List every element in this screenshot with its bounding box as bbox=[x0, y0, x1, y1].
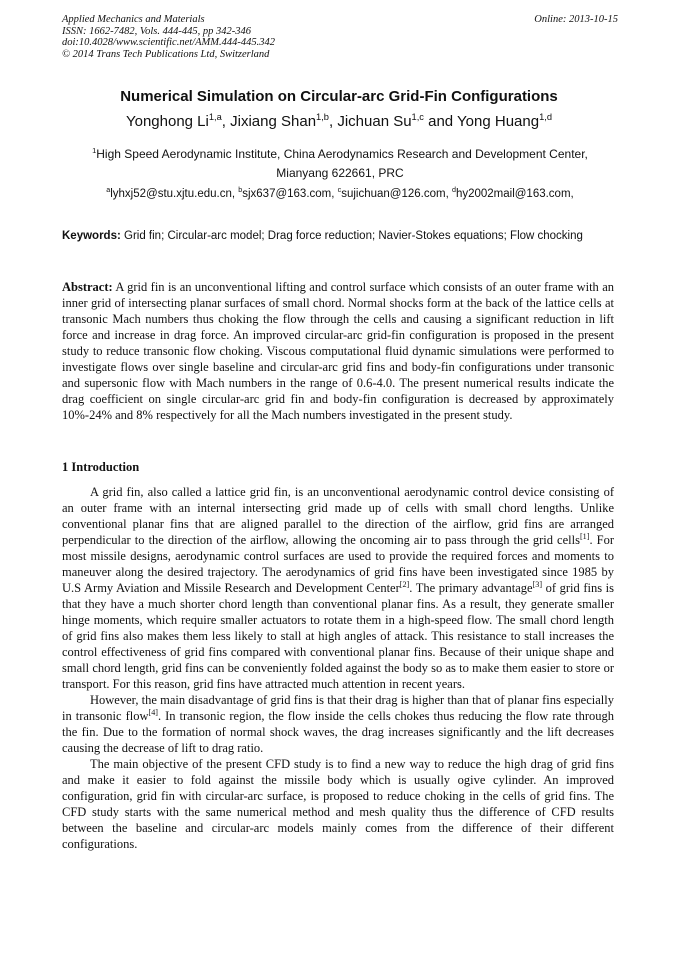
email-address: sjx637@163.com, bbox=[242, 188, 338, 200]
paragraph-text: However, the main disadvantage of grid fins is that their drag is higher than that of planar fins especially in transonic flow bbox=[62, 693, 614, 723]
paragraph bbox=[62, 756, 614, 852]
author-sup: 1,a bbox=[208, 112, 222, 122]
author-name: Jichuan Su bbox=[337, 113, 412, 130]
paragraph-text: . The primary advantage bbox=[409, 581, 533, 595]
email-list bbox=[62, 188, 618, 200]
paragraph-text: A grid fin, also called a lattice grid fin, is an unconventional aerodynamic control device consisting of an outer frame with an internal intersecting grid made up of cells with small chord lengths. Unlike conventional planar fins that are aligned parallel to the direction of the airflow, grid fins are arranged perpendicular to the direction of the airflow, allowing the oncoming air to pass through the grid cells bbox=[62, 485, 614, 547]
email-sup: c bbox=[337, 186, 342, 195]
email-sup: a bbox=[106, 186, 111, 195]
affiliation bbox=[62, 145, 618, 183]
email-address: hy2002mail@163.com, bbox=[455, 188, 574, 200]
body-text bbox=[62, 484, 614, 852]
abstract bbox=[62, 279, 614, 423]
author-sup: 1,b bbox=[316, 112, 329, 122]
email-sup: b bbox=[238, 186, 243, 195]
email-sup: d bbox=[451, 186, 456, 195]
citation-ref: [1] bbox=[579, 531, 590, 541]
paragraph bbox=[62, 484, 614, 692]
author-sup: 1,d bbox=[539, 112, 553, 122]
paragraph-text: . For most missile designs, aerodynamic control surfaces are used to provide the required forces and moments to maneuver along the desired trajectory. The aerodynamics of grid fins have been investigated since 1985 by U.S Army Aviation and Missile Research and Development Center bbox=[62, 533, 614, 595]
keywords-label: Keywords: bbox=[62, 230, 121, 242]
abstract-text: A grid fin is an unconventional lifting and control surface which consists of an outer frame with an inner grid of intersecting planar surfaces of small chord. Normal shocks form at the back of the lattice cells at transonic Mach numbers thus choking the flow through the cells and causing a significant reduction in lift force and increase in drag force. An improved circular-arc grid-fin configuration is proposed in the present study to reduce transonic flow choking. Viscous computational fluid dynamic simulations were performed to investigate flows over single baseline and circular-arc grid fins and body-fin configurations under transonic and supersonic flow with Mach numbers in the range of 0.6-4.0. The present numerical results indicate the drag coefficient on single circular-arc grid fin and body-fin configuration is decreased by approximately 10%-24% and 8% respectively for all the Mach numbers investigated in the present study. bbox=[62, 280, 614, 422]
copyright-line: © 2014 Trans Tech Publications Ltd, Switzerland bbox=[62, 48, 270, 60]
online-date: Online: 2013-10-15 bbox=[534, 14, 618, 25]
author-name: Yonghong Li bbox=[125, 113, 209, 130]
journal-name: Applied Mechanics and Materials bbox=[62, 14, 205, 25]
doi-line: doi:10.4028/www.scientific.net/AMM.444-445.342 bbox=[62, 37, 275, 48]
author-list bbox=[0, 113, 678, 130]
author-sep: and bbox=[423, 113, 458, 130]
paragraph-text: . In transonic region, the flow inside the cells chokes thus reducing the flow rate through the fin. Due to the formation of normal shock waves, the drag increases significantly and the lift decreases causing the decrease of lift to drag ratio. bbox=[62, 709, 614, 755]
citation-ref: [4] bbox=[148, 707, 158, 717]
author-sep: , bbox=[328, 113, 338, 130]
citation-ref: [3] bbox=[532, 579, 543, 589]
issn-line: ISSN: 1662-7482, Vols. 444-445, pp 342-346 bbox=[62, 25, 251, 37]
affiliation-line2: Mianyang 622661, PRC bbox=[276, 166, 404, 180]
section-heading: 1 Introduction bbox=[62, 460, 140, 474]
citation-ref: [2] bbox=[399, 579, 410, 589]
paragraph bbox=[62, 692, 614, 756]
keywords bbox=[62, 227, 614, 245]
affiliation-line1: High Speed Aerodynamic Institute, China Aerodynamics Research and Development Center, bbox=[96, 147, 588, 161]
author-name: Jixiang Shan bbox=[230, 113, 317, 130]
keywords-text: Grid fin; Circular-arc model; Drag force reduction; Navier-Stokes equations; Flow chocking bbox=[124, 230, 583, 242]
journal-header bbox=[62, 14, 618, 60]
author-name: Yong Huang bbox=[457, 113, 540, 130]
email-address: lyhxj52@stu.xjtu.edu.cn, bbox=[110, 188, 239, 200]
paragraph-text: of grid fins is that they have a much shorter chord length than conventional planar fins. As a result, they generate smaller hinge moments, which require smaller actuators to rotate them in a high-speed flow. The small chord length of grid fins also makes them less likely to stall at high angles of attack. This resistance to stall increases the control effectiveness of grid fins compared with conventional planar fins. Because of their unique shape and small chord length, grid fins can be conveniently folded against the body so as to make them easier to store or transport. For this reason, grid fins have attracted much attention in recent years. bbox=[62, 581, 615, 691]
paragraph-text: The main objective of the present CFD study is to find a new way to reduce the high drag of grid fins and make it easier to fold against the missile body which is usually ogive cylinder. An improved configuration, grid fin with circular-arc surface, is proposed to reduce choking in the cells of grid fins. The CFD study starts with the same numerical method and mesh quality thus the difference of CFD results between the baseline and circular-arc models mainly comes from the difference of their different configurations. bbox=[62, 757, 614, 851]
abstract-label: Abstract: bbox=[62, 280, 113, 294]
email-address: sujichuan@126.com, bbox=[341, 188, 452, 200]
author-sep: , bbox=[221, 113, 231, 130]
affiliation-sup: 1 bbox=[92, 146, 97, 155]
author-sup: 1,c bbox=[411, 112, 424, 122]
paper-title: Numerical Simulation on Circular-arc Grid-Fin Configurations bbox=[120, 88, 558, 105]
